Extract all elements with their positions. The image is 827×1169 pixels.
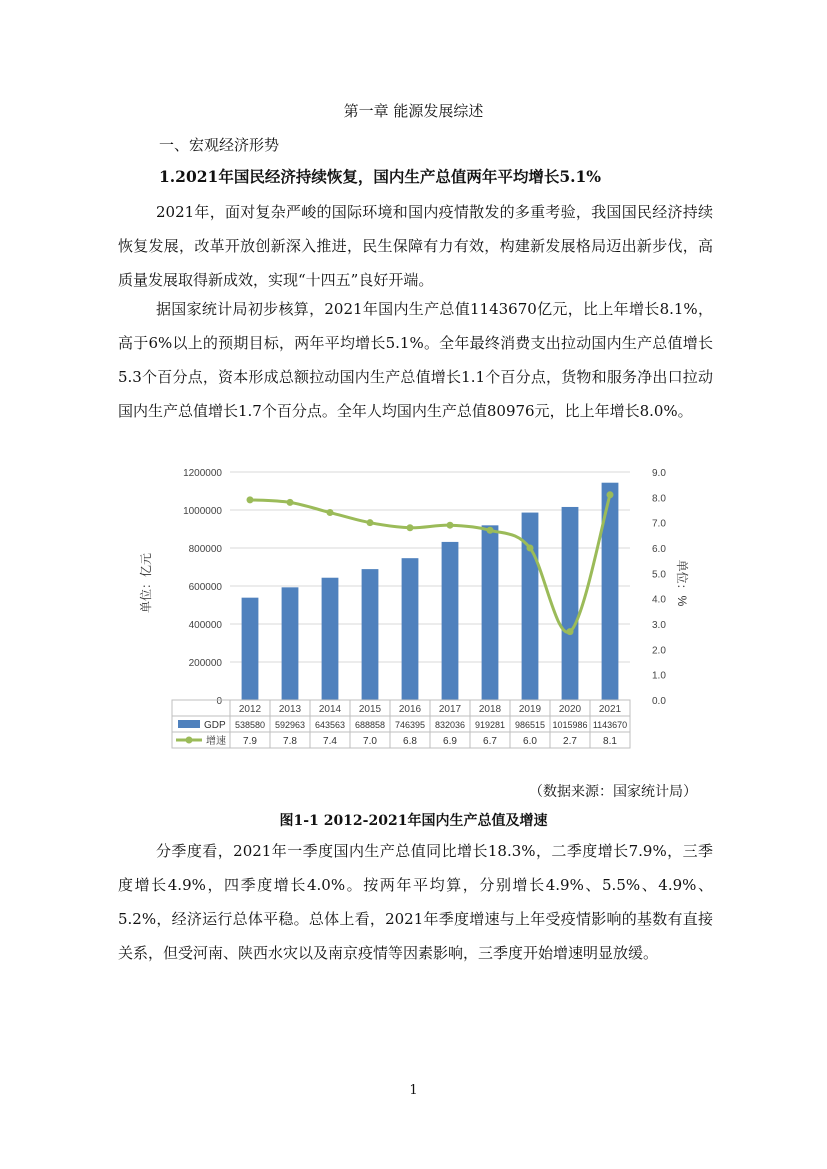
gdp-bar [562,507,579,700]
paragraph-1: 2021年，面对复杂严峻的国际环境和国内疫情散发的多重考验，我国国民经济持续恢复发展，改革开放创新深入推进，民生保障有力有效，构建新发展格局迈出新步伐，高质量发展取得新成效，实现“十四五”良好开端。 [118,203,713,289]
growth-data-label: 6.7 [483,736,497,747]
left-tick-label: 200000 [188,658,222,669]
gdp-bar [442,542,459,700]
right-tick-label: 0.0 [652,696,666,707]
category-label: 2019 [518,704,542,715]
left-tick-label: 1200000 [183,468,222,479]
right-tick-label: 7.0 [652,518,666,530]
gdp-bar [282,587,299,700]
growth-line-path [250,495,610,633]
gdp-legend-key [178,720,200,728]
right-axis-ticks [652,468,666,707]
growth-data-label: 7.0 [363,736,377,747]
category-label: 2013 [278,704,302,715]
figure-caption: 图1-1 2012-2021年国内生产总值及增速 [279,813,548,829]
category-label: 2020 [558,704,582,715]
gdp-bars [242,483,619,700]
growth-point [327,509,334,516]
subsection-title: 1.2021年国民经济持续恢复，国内生产总值两年平均增长5.1% [159,167,602,186]
left-tick-label: 800000 [188,544,222,555]
section-title: 一、宏观经济形势 [159,136,280,154]
right-tick-label: 4.0 [652,594,666,606]
gdp-data-label: 986515 [514,720,546,730]
page-number: 1 [409,1083,418,1098]
gdp-growth-chart [130,460,689,755]
growth-data-label: 6.9 [443,736,457,747]
growth-point [487,527,494,534]
gdp-data-label: 643563 [314,720,346,730]
gdp-bar [482,525,499,700]
right-tick-label: 5.0 [652,569,666,581]
right-tick-label: 8.0 [652,493,666,505]
growth-point [407,524,414,531]
gdp-data-label: 538580 [234,720,266,730]
left-tick-label: 0 [216,696,222,707]
data-source-note: （数据来源：国家统计局） [529,784,697,800]
paragraph-2: 据国家统计局初步核算，2021年国内生产总值1143670亿元，比上年增长8.1%，高于6%以上的预期目标，两年平均增长5.1%。全年最终消费支出拉动国内生产总值增长5.3个百分点，资本形成总额拉动国内生产总值增长1.1个百分点，货物和服务净出口拉动国内生产总值增长1.7个百分点。全年人均国内生产总值80976元，比上年增长8.0%。 [118,300,713,420]
chapter-title: 第一章 能源发展综述 [343,102,484,120]
left-axis-ticks [183,468,222,707]
growth-point [527,545,534,552]
growth-data-label: 6.0 [523,736,537,747]
right-axis-label: 单位：% [675,559,689,607]
growth-point [567,628,574,635]
gdp-bar [322,578,339,700]
category-label: 2015 [358,704,382,715]
growth-data-label: 6.8 [403,736,417,747]
gdp-data-label: 1015986 [552,720,588,730]
growth-point [247,496,254,503]
gdp-data-label: 592963 [274,720,306,730]
growth-point [367,519,374,526]
category-label: 2018 [478,704,502,715]
right-tick-label: 6.0 [652,544,666,555]
gdp-legend-label: GDP [204,720,226,731]
left-tick-label: 400000 [188,620,222,631]
paragraph-3: 分季度看，2021年一季度国内生产总值同比增长18.3%，二季度增长7.9%，三季度增长4.9%，四季度增长4.0%。按两年平均算，分别增长4.9%、5.5%、4.9%、5.2%，经济运行总体平稳。总体上看，2021年季度增速与上年受疫情影响的基数有直接关系，但受河南、陕西水灾以及南京疫情等因素影响，三季度开始增速明显放缓。 [118,842,713,962]
right-tick-label: 1.0 [652,670,666,682]
growth-point [607,491,614,498]
growth-data-label: 8.1 [603,736,617,747]
category-label: 2014 [318,704,342,715]
right-tick-label: 9.0 [652,468,666,479]
growth-data-label: 7.9 [243,736,257,747]
growth-legend-label: 增速 [206,736,226,747]
gdp-data-label: 746395 [394,720,426,730]
gdp-bar [402,558,419,700]
right-tick-label: 2.0 [652,645,666,657]
gdp-data-label: 832036 [434,720,466,730]
growth-data-label: 7.8 [283,736,297,747]
gdp-data-label: 1143670 [592,720,628,730]
left-tick-label: 1000000 [183,506,222,517]
gdp-data-label: 688858 [354,720,386,730]
growth-data-label: 2.7 [563,736,577,747]
category-label: 2021 [598,704,622,715]
category-label: 2012 [238,704,262,715]
category-label: 2016 [398,704,422,715]
right-tick-label: 3.0 [652,620,666,631]
growth-data-label: 7.4 [323,736,337,747]
gdp-bar [242,598,259,700]
growth-point [287,499,294,506]
gdp-data-label: 919281 [474,720,506,730]
growth-line [247,491,614,635]
left-axis-label: 单位：亿元 [139,552,153,614]
growth-legend-marker [186,737,193,744]
left-tick-label: 600000 [188,582,222,593]
category-label: 2017 [438,704,462,715]
growth-point [447,522,454,529]
gdp-bar [362,569,379,700]
